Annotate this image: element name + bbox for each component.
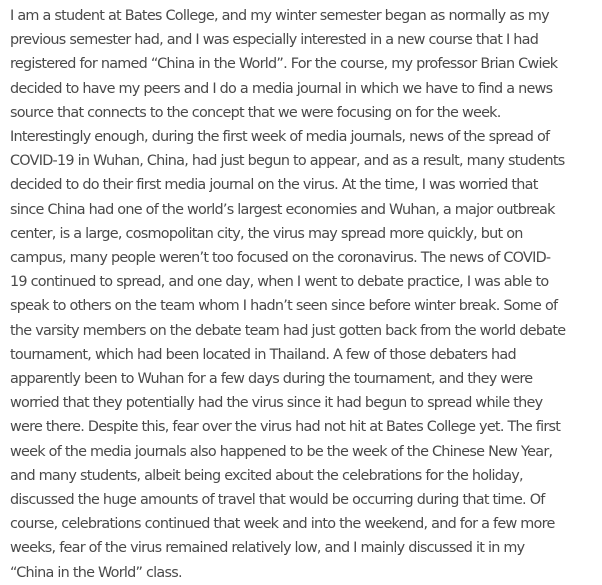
paragraph-line-23: weeks, fear of the virus remained relatively low, and I mainly discussed it in my: [10, 540, 525, 557]
paragraph-line-18: were there. Despite this, fear over the virus had not hit at Bates College yet. The first: [10, 419, 561, 436]
paragraph-line-13: speak to others on the team whom I hadn’t seen since before winter break. Some of: [10, 298, 558, 315]
paragraph-line-3: registered for named “China in the World”. For the course, my professor Brian Cwiek: [10, 56, 558, 73]
paragraph-line-10: center, is a large, cosmopolitan city, the virus may spread more quickly, but on: [10, 225, 523, 242]
paragraph-line-8: decided to do their first media journal on the virus. At the time, I was worried that: [10, 177, 538, 194]
paragraph-line-20: and many students, albeit being excited about the celebrations for the holiday,: [10, 467, 523, 484]
paragraph-line-14: the varsity members on the debate team had just gotten back from the world debate: [10, 322, 566, 339]
article-paragraph: [10, 4, 602, 585]
paragraph-line-12: 19 continued to spread, and one day, when I went to debate practice, I was able to: [10, 274, 549, 291]
paragraph-line-24: “China in the World” class.: [10, 564, 182, 581]
paragraph-line-4: decided to have my peers and I do a media journal in which we have to find a news: [10, 80, 553, 97]
paragraph-line-1: I am a student at Bates College, and my winter semester began as normally as my: [10, 8, 549, 24]
paragraph-line-15: tournament, which had been located in Thailand. A few of those debaters had: [10, 346, 516, 363]
paragraph-line-16: apparently been to Wuhan for a few days during the tournament, and they were: [10, 371, 533, 388]
paragraph-line-11: campus, many people weren’t too focused on the coronavirus. The news of COVID-: [10, 250, 551, 267]
paragraph-line-21: discussed the huge amounts of travel that would be occurring during that time. Of: [10, 492, 545, 509]
paragraph-line-19: week of the media journals also happened to be the week of the Chinese New Year,: [10, 443, 553, 460]
paragraph-line-9: since China had one of the world’s largest economies and Wuhan, a major outbreak: [10, 201, 555, 218]
paragraph-line-5: source that connects to the concept that we were focusing on for the week.: [10, 104, 501, 121]
paragraph-line-2: previous semester had, and I was especially interested in a new course that I had: [10, 32, 539, 49]
paragraph-line-22: course, celebrations continued that week and into the weekend, and for a few more: [10, 516, 555, 533]
paragraph-line-17: worried that they potentially had the virus since it had begun to spread while they: [10, 395, 543, 412]
paragraph-line-7: COVID-19 in Wuhan, China, had just begun to appear, and as a result, many students: [10, 153, 565, 170]
paragraph-line-6: Interestingly enough, during the first week of media journals, news of the spread of: [10, 129, 550, 146]
